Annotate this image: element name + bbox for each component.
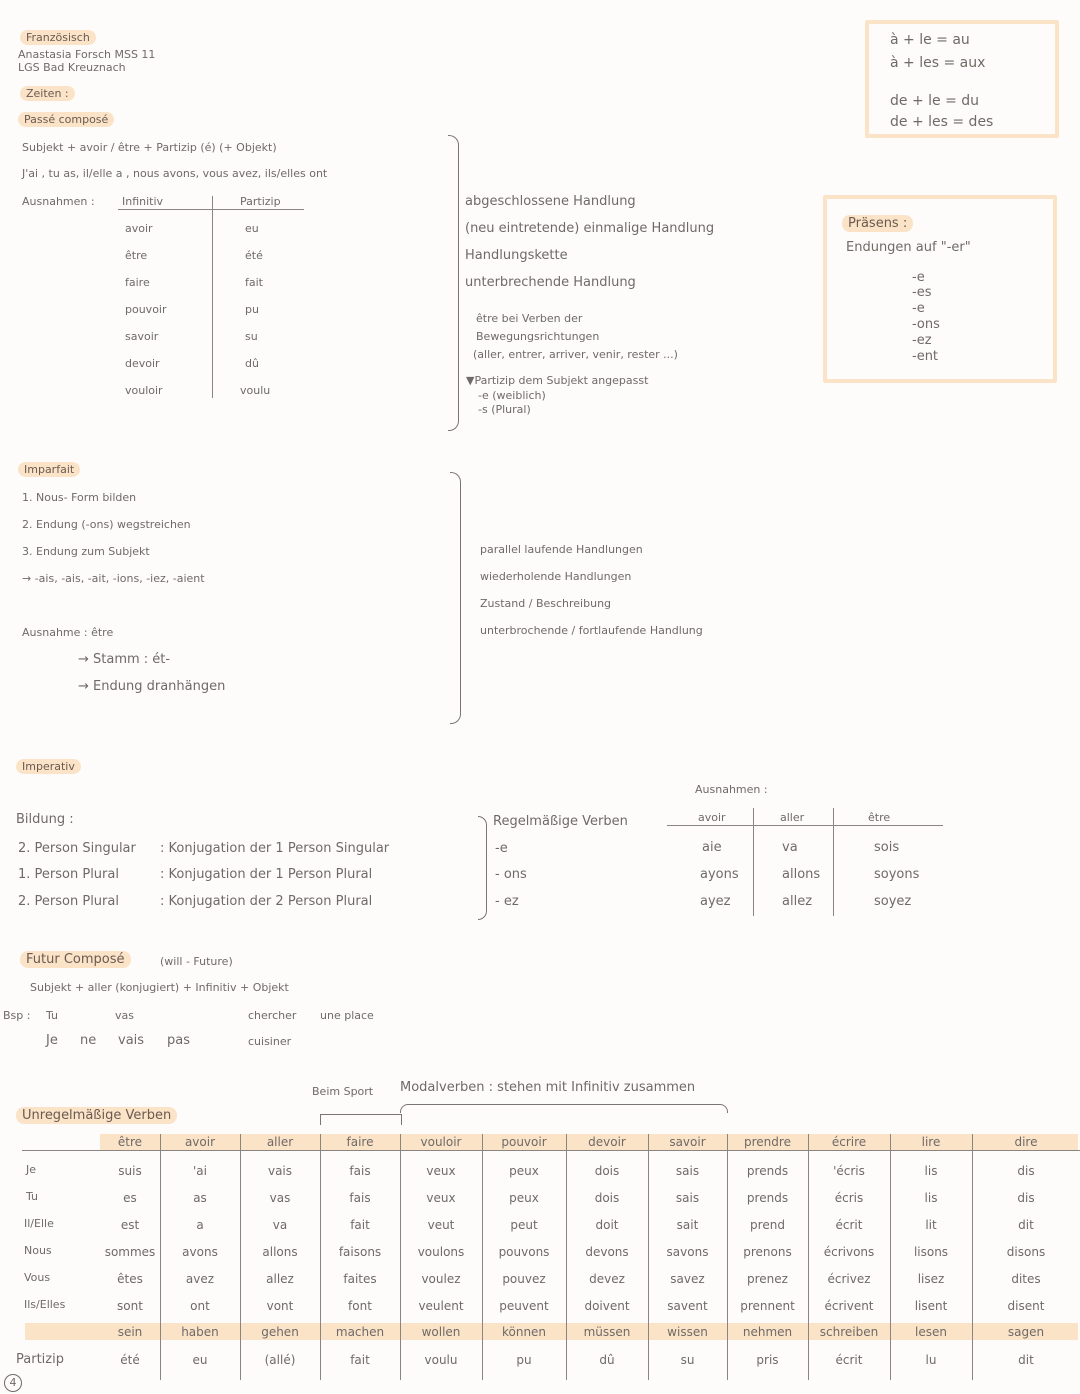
verb-form: avez: [185, 1272, 215, 1286]
verb-form: lisez: [917, 1272, 945, 1286]
verb-form: prends: [746, 1164, 789, 1178]
part-item: dû: [245, 357, 259, 370]
verb-form: lisent: [914, 1299, 948, 1313]
verb-form: dites: [1011, 1272, 1041, 1286]
verb-form: 'ai: [193, 1164, 207, 1178]
exc-head: être: [868, 811, 891, 824]
zeiten-label: Zeiten :: [20, 86, 75, 101]
author-line: Anastasia Forsch MSS 11: [18, 48, 156, 61]
verb-german: wollen: [421, 1325, 461, 1339]
verb-form: dis: [1017, 1191, 1035, 1205]
exc-head: aller: [780, 811, 805, 824]
verb-form: allons: [262, 1245, 298, 1259]
pronoun: Nous: [24, 1244, 52, 1257]
verb-participle: (allé): [264, 1353, 296, 1367]
verb-german: müssen: [583, 1325, 631, 1339]
column-divider: [482, 1134, 483, 1380]
ex-word: vais: [118, 1033, 145, 1048]
passe-use: unterbrechende Handlung: [465, 275, 636, 290]
verb-header: lire: [921, 1135, 941, 1149]
verb-form: vais: [267, 1164, 293, 1178]
exc-form: allez: [782, 894, 813, 909]
regular-ending: -e: [495, 841, 508, 856]
verb-participle: dit: [1018, 1353, 1034, 1367]
pronoun: Tu: [26, 1190, 39, 1203]
verb-form: fais: [349, 1191, 371, 1205]
verb-form: va: [272, 1218, 288, 1232]
brace: [478, 816, 487, 920]
verb-form: voulez: [421, 1272, 461, 1286]
sport-bracket: [320, 1114, 402, 1125]
verb-form: écrivent: [824, 1299, 874, 1313]
column-divider: [320, 1134, 321, 1380]
article-line: à + les = aux: [890, 55, 986, 71]
divider: [212, 196, 213, 398]
inf-item: vouloir: [125, 384, 163, 397]
modal-note: Modalverben : stehen mit Infinitiv zusammen: [400, 1080, 696, 1095]
ex-word: Tu: [46, 1009, 59, 1022]
etre-note: Bewegungsrichtungen: [476, 330, 600, 343]
verb-german: haben: [181, 1325, 219, 1339]
verb-form: peuvent: [499, 1299, 549, 1313]
verb-form: veut: [427, 1218, 455, 1232]
verb-form: pouvons: [498, 1245, 550, 1259]
imparfait-step: → -ais, -ais, -ait, -ions, -iez, -aient: [22, 572, 205, 585]
verb-form: voulons: [417, 1245, 465, 1259]
verb-form: prenez: [747, 1272, 788, 1286]
verb-form: es: [123, 1191, 137, 1205]
verb-header: pouvoir: [501, 1135, 547, 1149]
divider: [833, 808, 834, 916]
imperativ-person: 2. Person Singular: [18, 841, 136, 856]
verb-participle: dû: [599, 1353, 615, 1367]
pronoun: Il/Elle: [24, 1217, 54, 1230]
table-rule: [22, 1150, 1080, 1151]
verb-form: a: [196, 1218, 204, 1232]
verb-header: devoir: [588, 1135, 626, 1149]
part-item: voulu: [240, 384, 271, 397]
imperativ-title: Imperativ: [16, 759, 81, 774]
passe-use: Handlungskette: [465, 248, 568, 263]
regular-label: Regelmäßige Verben: [493, 814, 628, 829]
verb-participle: fait: [350, 1353, 370, 1367]
exc-form: aie: [702, 840, 722, 855]
verb-german: können: [501, 1325, 547, 1339]
verb-form: vas: [269, 1191, 291, 1205]
verb-form: prenons: [743, 1245, 792, 1259]
passe-use: (neu eintretende) einmalige Handlung: [465, 221, 715, 236]
verb-form: écris: [834, 1191, 864, 1205]
school-line: LGS Bad Kreuznach: [18, 61, 126, 74]
verb-form: fait: [350, 1218, 370, 1232]
verb-participle: été: [120, 1353, 140, 1367]
column-divider: [727, 1134, 728, 1380]
brace: [448, 135, 459, 431]
verb-form: devez: [589, 1272, 625, 1286]
verb-form: savons: [666, 1245, 709, 1259]
imperativ-rule: : Konjugation der 1 Person Plural: [160, 867, 373, 882]
imperativ-exceptions-label: Ausnahmen :: [695, 783, 768, 796]
imparfait-title: Imparfait: [18, 462, 80, 477]
verb-form: dit: [1018, 1218, 1034, 1232]
verb-german: lesen: [915, 1325, 947, 1339]
verb-form: devons: [585, 1245, 629, 1259]
imparfait-exception: Ausnahme : être: [22, 626, 114, 639]
verb-german: wissen: [667, 1325, 708, 1339]
pronoun: Ils/Elles: [24, 1298, 66, 1311]
ex-word: ne: [80, 1033, 97, 1048]
imparfait-use: unterbrochende / fortlaufende Handlung: [480, 624, 703, 637]
verb-german: nehmen: [742, 1325, 793, 1339]
verb-header: avoir: [184, 1135, 216, 1149]
imperativ-rule: : Konjugation der 1 Person Singular: [160, 841, 390, 856]
passe-exceptions-label: Ausnahmen :: [22, 195, 95, 208]
col-partizip: Partizip: [240, 195, 281, 208]
modal-brace: [400, 1104, 728, 1113]
verb-form: font: [348, 1299, 372, 1313]
verb-participle: pris: [756, 1353, 779, 1367]
column-divider: [400, 1134, 401, 1380]
verb-form: sont: [117, 1299, 143, 1313]
imparfait-use: Zustand / Beschreibung: [480, 597, 612, 610]
regular-ending: - ons: [495, 867, 527, 882]
ending: -e: [912, 270, 925, 285]
partizip-label: Partizip: [16, 1352, 64, 1367]
verb-header: faire: [346, 1135, 374, 1149]
column-divider: [648, 1134, 649, 1380]
exc-form: allons: [782, 867, 821, 882]
subject-label: Französisch: [20, 30, 96, 45]
ex-word: chercher: [248, 1009, 297, 1022]
verb-header: aller: [266, 1135, 294, 1149]
present-title: Präsens :: [842, 215, 913, 232]
article-line: de + le = du: [890, 93, 980, 109]
exc-form: ayez: [700, 894, 731, 909]
pronoun: Je: [26, 1163, 37, 1176]
sport-note: Beim Sport: [312, 1085, 374, 1098]
ex-word: pas: [167, 1033, 190, 1048]
verb-form: écrivez: [827, 1272, 871, 1286]
imperativ-rule: : Konjugation der 2 Person Plural: [160, 894, 373, 909]
verb-german: sagen: [1007, 1325, 1045, 1339]
imparfait-use: wiederholende Handlungen: [480, 570, 632, 583]
verb-form: prends: [746, 1191, 789, 1205]
passe-title: Passé composé: [18, 112, 114, 127]
part-item: eu: [245, 222, 259, 235]
column-divider: [160, 1134, 161, 1380]
exc-form: soyez: [874, 894, 912, 909]
table-title: Unregelmäßige Verben: [16, 1107, 177, 1124]
column-divider: [240, 1134, 241, 1380]
verb-form: prennent: [740, 1299, 795, 1313]
bsp-label: Bsp :: [3, 1009, 31, 1022]
verb-header: savoir: [669, 1135, 706, 1149]
verb-form: peux: [509, 1191, 539, 1205]
verb-form: fais: [349, 1164, 371, 1178]
verb-form: doivent: [584, 1299, 630, 1313]
inf-item: être: [125, 249, 148, 262]
part-item: été: [245, 249, 263, 262]
column-divider: [972, 1134, 973, 1380]
exc-form: soyons: [874, 867, 920, 882]
verb-form: veux: [426, 1164, 456, 1178]
verb-form: sommes: [104, 1245, 156, 1259]
inf-item: avoir: [125, 222, 153, 235]
futur-formula: Subjekt + aller (konjugiert) + Infinitiv + Objekt: [30, 981, 289, 994]
verb-form: savent: [667, 1299, 708, 1313]
ending: -ent: [912, 349, 939, 364]
verb-participle: su: [680, 1353, 695, 1367]
ending: -ez: [912, 333, 932, 348]
ending: -e: [912, 301, 925, 316]
verb-form: sais: [675, 1164, 700, 1178]
verb-form: lisons: [913, 1245, 949, 1259]
imparfait-use: parallel laufende Handlungen: [480, 543, 643, 556]
exc-form: ayons: [700, 867, 739, 882]
etre-note: être bei Verben der: [476, 312, 583, 325]
verb-form: disent: [1007, 1299, 1045, 1313]
etre-note: (aller, entrer, arriver, venir, rester ...): [473, 348, 678, 361]
verb-participle: pu: [516, 1353, 532, 1367]
column-divider: [890, 1134, 891, 1380]
article-line: à + le = au: [890, 32, 970, 48]
regular-ending: - ez: [495, 894, 519, 909]
futur-title: Futur Composé: [20, 951, 131, 968]
verb-form: peut: [510, 1218, 538, 1232]
verb-header: dire: [1014, 1135, 1038, 1149]
verb-form: savez: [670, 1272, 705, 1286]
imparfait-step: 1. Nous- Form bilden: [22, 491, 137, 504]
ex-word: Je: [46, 1033, 58, 1048]
exc-form: sois: [874, 840, 900, 855]
pronoun: Vous: [24, 1271, 51, 1284]
verb-form: lis: [924, 1164, 938, 1178]
inf-item: devoir: [125, 357, 160, 370]
inf-item: savoir: [125, 330, 159, 343]
verb-form: sait: [676, 1218, 699, 1232]
verb-form: veux: [426, 1191, 456, 1205]
divider: [667, 825, 943, 826]
verb-form: lis: [924, 1191, 938, 1205]
inf-item: faire: [125, 276, 150, 289]
verb-form: peux: [509, 1164, 539, 1178]
verb-form: écrivons: [823, 1245, 875, 1259]
part-item: su: [245, 330, 258, 343]
verb-form: dois: [594, 1164, 620, 1178]
verb-participle: eu: [192, 1353, 208, 1367]
verb-header: vouloir: [420, 1135, 462, 1149]
exc-head: avoir: [698, 811, 726, 824]
verb-german: machen: [335, 1325, 385, 1339]
imparfait-step: 2. Endung (-ons) wegstreichen: [22, 518, 191, 531]
verb-form: faites: [343, 1272, 377, 1286]
agree-note: ▼Partizip dem Subjekt angepasst: [466, 374, 649, 387]
brace: [450, 472, 461, 724]
imperativ-bildung: Bildung :: [16, 812, 74, 827]
ending: -ons: [912, 317, 940, 332]
triangle-icon: ▼: [466, 374, 475, 387]
imparfait-exception-line: → Endung dranhängen: [78, 679, 226, 694]
inf-item: pouvoir: [125, 303, 167, 316]
verb-header: écrire: [831, 1135, 867, 1149]
divider: [118, 209, 304, 210]
verb-form: sais: [675, 1191, 700, 1205]
verb-german: gehen: [261, 1325, 299, 1339]
verb-form: doit: [595, 1218, 619, 1232]
verb-form: vont: [266, 1299, 294, 1313]
ex-word: une place: [320, 1009, 374, 1022]
futur-note: (will - Future): [160, 955, 233, 968]
column-divider: [808, 1134, 809, 1380]
imperativ-person: 1. Person Plural: [18, 867, 119, 882]
divider: [753, 808, 754, 916]
verb-form: avons: [182, 1245, 218, 1259]
verb-form: ont: [190, 1299, 210, 1313]
verb-german: schreiben: [819, 1325, 879, 1339]
part-item: pu: [245, 303, 259, 316]
verb-form: disons: [1006, 1245, 1046, 1259]
passe-formula: Subjekt + avoir / être + Partizip (é) (+ Objekt): [22, 141, 277, 154]
verb-header: être: [117, 1135, 143, 1149]
verb-participle: lu: [925, 1353, 937, 1367]
verb-form: est: [120, 1218, 140, 1232]
part-item: fait: [245, 276, 263, 289]
agree-note: -e (weiblich): [478, 389, 546, 402]
verb-form: dois: [594, 1191, 620, 1205]
article-line: de + les = des: [890, 114, 994, 130]
verb-german: sein: [117, 1325, 143, 1339]
page-number: 4: [4, 1374, 22, 1392]
column-divider: [566, 1134, 567, 1380]
verb-form: dis: [1017, 1164, 1035, 1178]
verb-participle: écrit: [835, 1353, 863, 1367]
verb-form: lit: [925, 1218, 937, 1232]
verb-form: 'écris: [833, 1164, 865, 1178]
imparfait-exception-line: → Stamm : ét-: [78, 652, 171, 667]
verb-form: suis: [118, 1164, 142, 1178]
verb-form: prend: [750, 1218, 785, 1232]
verb-form: écrit: [835, 1218, 863, 1232]
passe-use: abgeschlossene Handlung: [465, 194, 636, 209]
verb-participle: voulu: [424, 1353, 458, 1367]
verb-form: allez: [266, 1272, 294, 1286]
verb-form: as: [193, 1191, 207, 1205]
verb-form: veulent: [418, 1299, 464, 1313]
verb-form: pouvez: [502, 1272, 546, 1286]
imparfait-step: 3. Endung zum Subjekt: [22, 545, 150, 558]
col-infinitiv: Infinitiv: [122, 195, 164, 208]
ex-word: cuisiner: [248, 1035, 292, 1048]
ending: -es: [912, 285, 932, 300]
exc-form: va: [782, 840, 798, 855]
verb-header: prendre: [744, 1135, 791, 1149]
verb-form: faisons: [338, 1245, 382, 1259]
passe-conjugation: J'ai , tu as, il/elle a , nous avons, vous avez, ils/elles ont: [22, 167, 328, 180]
agree-note: -s (Plural): [478, 403, 531, 416]
present-subtitle: Endungen auf "-er": [846, 240, 971, 255]
verb-form: êtes: [117, 1272, 143, 1286]
ex-word: vas: [115, 1009, 134, 1022]
imperativ-person: 2. Person Plural: [18, 894, 119, 909]
